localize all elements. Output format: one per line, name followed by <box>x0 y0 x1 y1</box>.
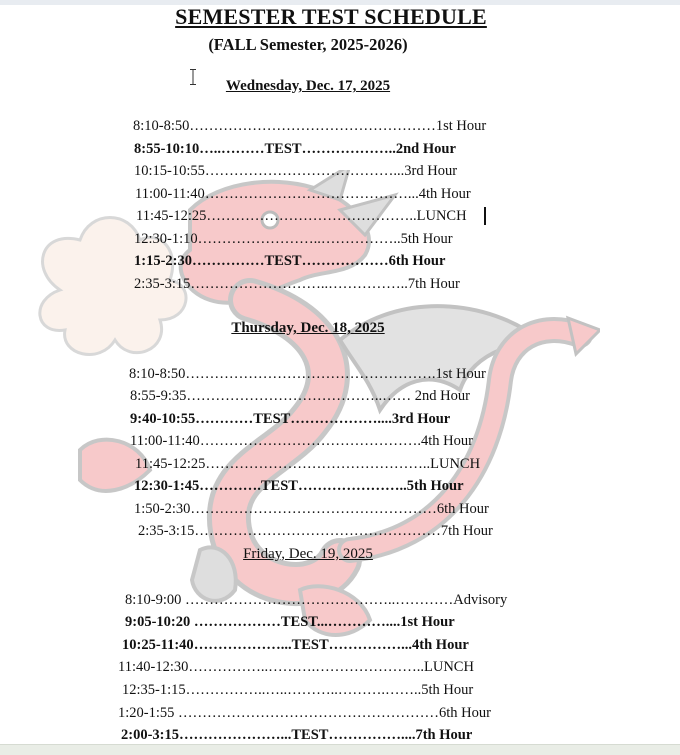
document-subtitle: (FALL Semester, 2025-2026) <box>208 35 408 54</box>
schedule-row-lunch: 11:45-12:25……………………………………..LUNCH <box>136 208 467 224</box>
day-heading-wednesday: Wednesday, Dec. 17, 2025 <box>225 78 391 94</box>
schedule-row-lunch: 11:40-12:30……………..……….…………………..LUNCH <box>118 659 474 675</box>
window-bottom-bar <box>0 744 680 755</box>
schedule-row: 11:00-11:40……………………………………….4th Hour <box>130 433 473 449</box>
ibeam-cursor-icon <box>190 69 196 85</box>
schedule-row: 8:10-8:50……………………………………………1st Hour <box>133 118 487 134</box>
schedule-row-test: 8:55-10:10…..………TEST………………..2nd Hour <box>134 141 456 157</box>
schedule-row: 12:35-1:15……………..…..………..……….……..5th Hour <box>122 682 474 698</box>
schedule-row-test: 9:05-10:20 ………………TEST...…………....1st Hour <box>125 614 455 630</box>
text-caret <box>484 207 486 225</box>
schedule-row: 8:10-8:50…………………………………………….1st Hour <box>129 366 486 382</box>
schedule-row: 8:10-9:00 ……………………………………..…………Advisory <box>125 592 508 608</box>
schedule-row-lunch: 11:45-12:25………………………………………..LUNCH <box>135 456 481 472</box>
day-heading-friday: Friday, Dec. 19, 2025 <box>243 546 373 562</box>
schedule-row: 12:30-1:10……………………..……………..5th Hour <box>134 231 453 247</box>
schedule-row: 10:15-10:55…………………………………...3rd Hour <box>134 163 458 179</box>
schedule-row: 11:00-11:40……………………………………...4th Hour <box>135 186 471 202</box>
schedule-row-test: 10:25-11:40………………...TEST……………...4th Hour <box>122 637 469 653</box>
schedule-row: 2:35-3:15………………………..……………..7th Hour <box>134 276 460 292</box>
schedule-row: 8:55-9:35…………………………………..…… 2nd Hour <box>130 388 470 404</box>
document-title: SEMESTER TEST SCHEDULE <box>175 4 487 29</box>
schedule-row-test: 12:30-1:45………….TEST…………………..5th Hour <box>134 478 464 494</box>
schedule-row: 1:20-1:55 ………………………………………………6th Hour <box>118 705 491 721</box>
schedule-row-test: 9:40-10:55…………TEST………………....3rd Hour <box>130 411 451 427</box>
schedule-row: 1:50-2:30……………………………………………6th Hour <box>134 501 489 517</box>
day-heading-thursday: Thursday, Dec. 18, 2025 <box>231 320 385 336</box>
dragon-mascot-watermark <box>20 170 600 690</box>
schedule-row-test: 1:15-2:30……………TEST………………6th Hour <box>134 253 446 269</box>
schedule-row: 2:35-3:15……………………………………………7th Hour <box>138 523 493 539</box>
schedule-row-test: 2:00-3:15…………………...TEST……………....7th Hour <box>121 727 473 743</box>
